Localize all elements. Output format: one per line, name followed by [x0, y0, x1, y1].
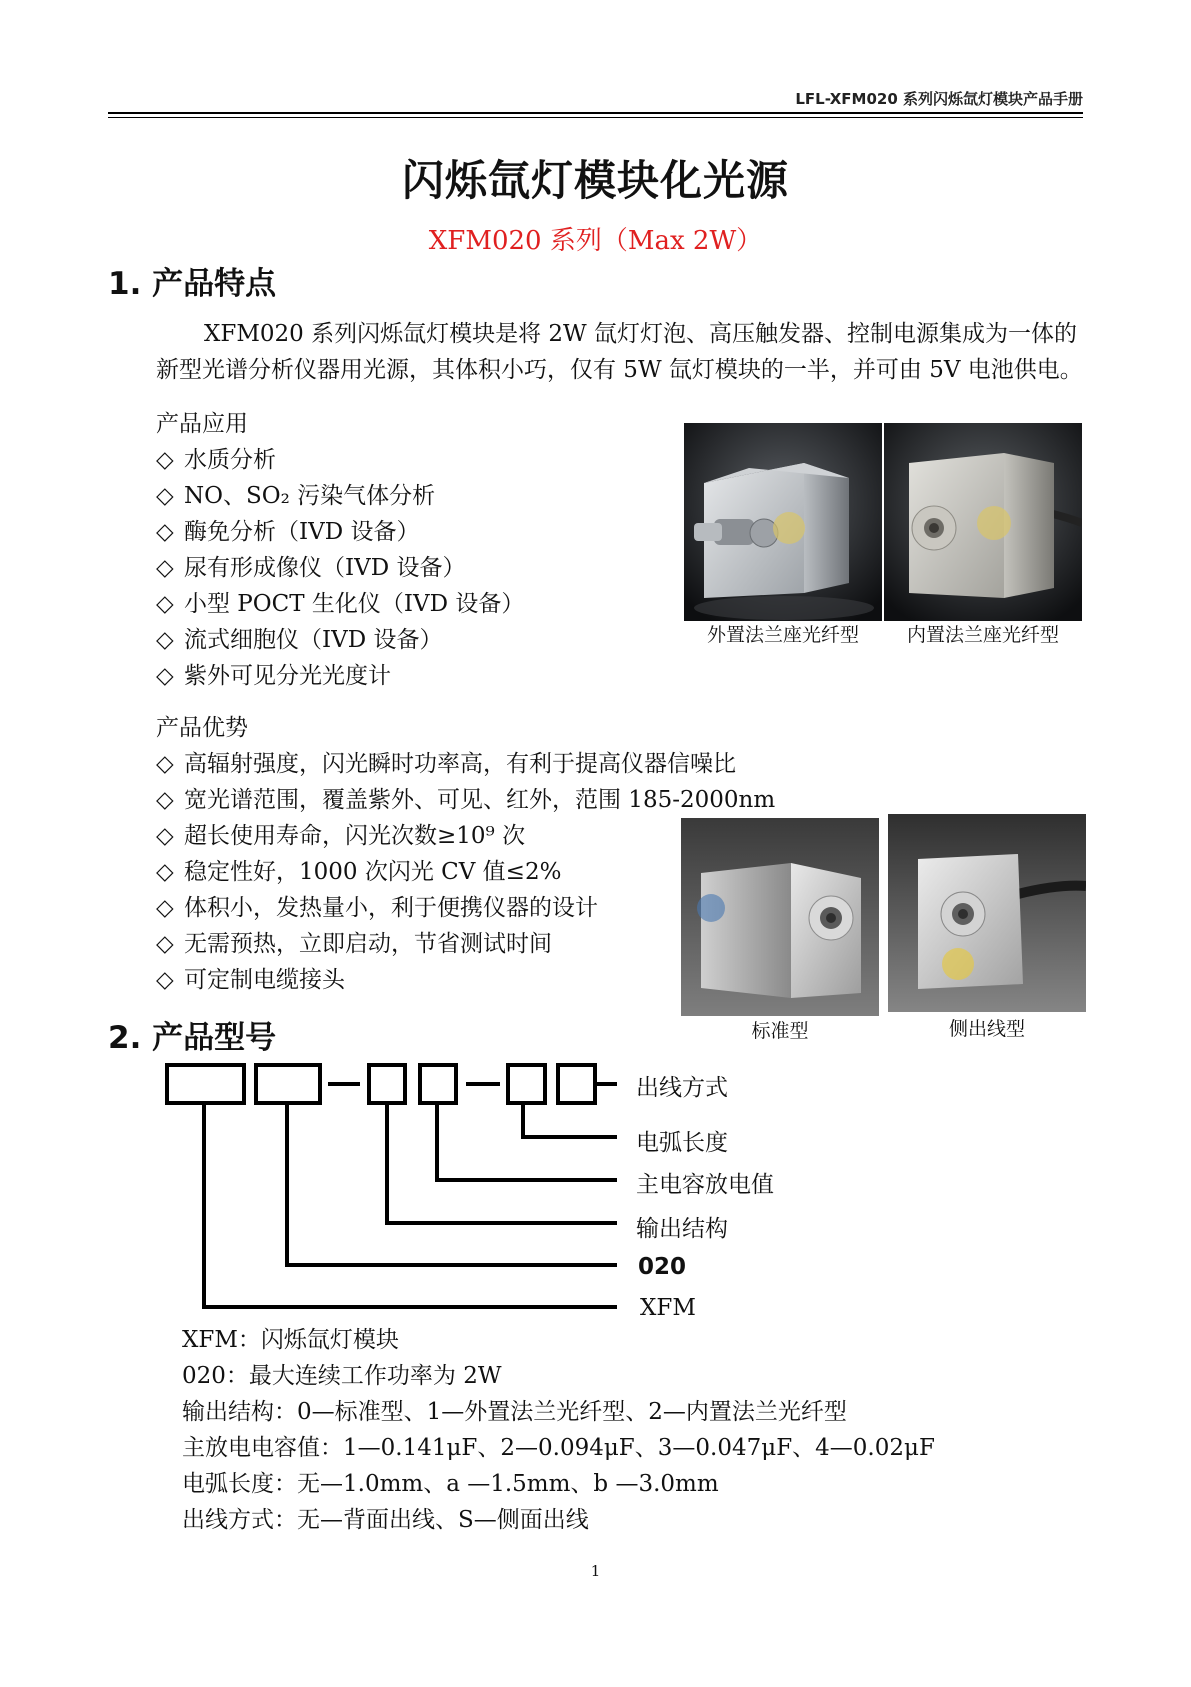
box-capacitor: [420, 1065, 456, 1103]
photo-external-flange: [684, 423, 882, 621]
model-code-diagram: [0, 1050, 1191, 1330]
diamond-bullet-icon: ◇: [156, 483, 174, 509]
application-item: [156, 621, 442, 654]
diamond-bullet-icon: ◇: [156, 519, 174, 545]
label-output-structure: 输出结构: [636, 1216, 728, 1242]
legend-line: XFM：闪烁氙灯模块: [182, 1327, 399, 1353]
label-020: 020: [638, 1254, 687, 1280]
caption-side-outlet: 侧出线型: [948, 1018, 1025, 1040]
application-text: 流式细胞仪（IVD 设备）: [184, 627, 443, 653]
section-1-heading: 1. 产品特点: [108, 266, 277, 302]
application-text: 紫外可见分光光度计: [184, 663, 391, 689]
applications-label: 产品应用: [156, 411, 248, 437]
diamond-bullet-icon: ◇: [156, 591, 174, 617]
advantage-item: [156, 853, 561, 886]
advantage-text: 稳定性好，1000 次闪光 CV 值≤2%: [184, 859, 562, 885]
legend-line: 出线方式：无—背面出线、S—侧面出线: [182, 1507, 589, 1533]
label-capacitor-value: 主电容放电值: [636, 1172, 774, 1198]
box-arc-length: [508, 1065, 545, 1103]
application-text: 酶免分析（IVD 设备）: [184, 519, 420, 545]
advantage-item: [156, 745, 736, 778]
leader-xfm: [204, 1103, 617, 1307]
application-item: [156, 513, 419, 546]
caption-external-flange: 外置法兰座光纤型: [706, 624, 859, 646]
diamond-bullet-icon: ◇: [156, 787, 174, 813]
leader-capacitor: [437, 1103, 617, 1180]
photo-standard: [681, 818, 879, 1016]
advantage-text: 宽光谱范围，覆盖紫外、可见、红外，范围 185-2000nm: [184, 787, 776, 813]
advantage-text: 超长使用寿命，闪光次数≥10⁹ 次: [184, 823, 526, 849]
advantage-item: [156, 925, 552, 958]
diamond-bullet-icon: ◇: [156, 751, 174, 777]
box-020: [256, 1065, 320, 1103]
advantage-item: [156, 889, 598, 922]
application-item: [156, 549, 465, 582]
legend-line: 电弧长度：无—1.0mm、a —1.5mm、b —3.0mm: [182, 1471, 719, 1497]
application-item: [156, 585, 524, 618]
photo-internal-flange: [884, 423, 1082, 621]
diamond-bullet-icon: ◇: [156, 555, 174, 581]
application-text: 小型 POCT 生化仪（IVD 设备）: [184, 591, 525, 617]
diamond-bullet-icon: ◇: [156, 447, 174, 473]
advantage-text: 体积小，发热量小，利于便携仪器的设计: [184, 895, 598, 921]
module-photo-4: [888, 814, 1086, 1012]
diamond-bullet-icon: ◇: [156, 627, 174, 653]
header-rule-thin: [108, 117, 1083, 118]
diamond-bullet-icon: ◇: [156, 895, 174, 921]
header-rule: [108, 112, 1083, 114]
leader-output: [387, 1103, 617, 1223]
application-item: [156, 441, 276, 474]
legend-line: 主放电电容值：1—0.141μF、2—0.094μF、3—0.047μF、4—0.02μF: [182, 1435, 935, 1461]
running-header: LFL-XFM020 系列闪烁氙灯模块产品手册: [795, 90, 1083, 108]
advantages-label: 产品优势: [156, 715, 248, 741]
application-text: 水质分析: [184, 447, 276, 473]
leader-020: [287, 1103, 617, 1265]
page-number: 1: [590, 1562, 601, 1580]
advantage-text: 无需预热，立即启动，节省测试时间: [184, 931, 552, 957]
intro-paragraph: [156, 316, 1086, 388]
application-text: NO、SO₂ 污染气体分析: [184, 483, 436, 509]
caption-standard: 标准型: [751, 1020, 809, 1042]
page-title: 闪烁氙灯模块化光源: [401, 156, 789, 205]
box-outlet: [558, 1065, 595, 1103]
advantage-item: [156, 781, 775, 814]
diamond-bullet-icon: ◇: [156, 859, 174, 885]
diamond-bullet-icon: ◇: [156, 931, 174, 957]
intro-paragraph-text: XFM020 系列闪烁氙灯模块是将 2W 氙灯灯泡、高压触发器、控制电源集成为一体的新型光谱分析仪器用光源，其体积小巧，仅有 5W 氙灯模块的一半，并可由 5V 电池供电。: [156, 321, 1083, 383]
legend-line: 输出结构：0—标准型、1—外置法兰光纤型、2—内置法兰光纤型: [182, 1399, 847, 1425]
advantage-text: 高辐射强度，闪光瞬时功率高，有利于提高仪器信噪比: [184, 751, 736, 777]
label-outlet-method: 出线方式: [636, 1075, 728, 1101]
section-2-heading: 2. 产品型号: [108, 1020, 277, 1056]
application-item: [156, 477, 435, 510]
diamond-bullet-icon: ◇: [156, 823, 174, 849]
diamond-bullet-icon: ◇: [156, 663, 174, 689]
leader-arc: [523, 1103, 617, 1137]
box-xfm: [167, 1065, 244, 1103]
caption-internal-flange: 内置法兰座光纤型: [906, 624, 1059, 646]
photo-side-outlet: [888, 814, 1086, 1012]
diamond-bullet-icon: ◇: [156, 967, 174, 993]
advantage-item: [156, 961, 345, 994]
legend-line: 020：最大连续工作功率为 2W: [182, 1363, 502, 1389]
module-photo-1: [684, 423, 882, 621]
application-item: [156, 657, 391, 690]
module-photo-3: [681, 818, 879, 1016]
application-text: 尿有形成像仪（IVD 设备）: [184, 555, 466, 581]
label-arc-length: 电弧长度: [636, 1130, 728, 1156]
page-subtitle: XFM020 系列（Max 2W）: [428, 226, 763, 256]
module-photo-2: [884, 423, 1082, 621]
advantage-text: 可定制电缆接头: [184, 967, 345, 993]
advantage-item: [156, 817, 525, 850]
label-xfm: XFM: [640, 1295, 696, 1321]
box-output-structure: [369, 1065, 405, 1103]
